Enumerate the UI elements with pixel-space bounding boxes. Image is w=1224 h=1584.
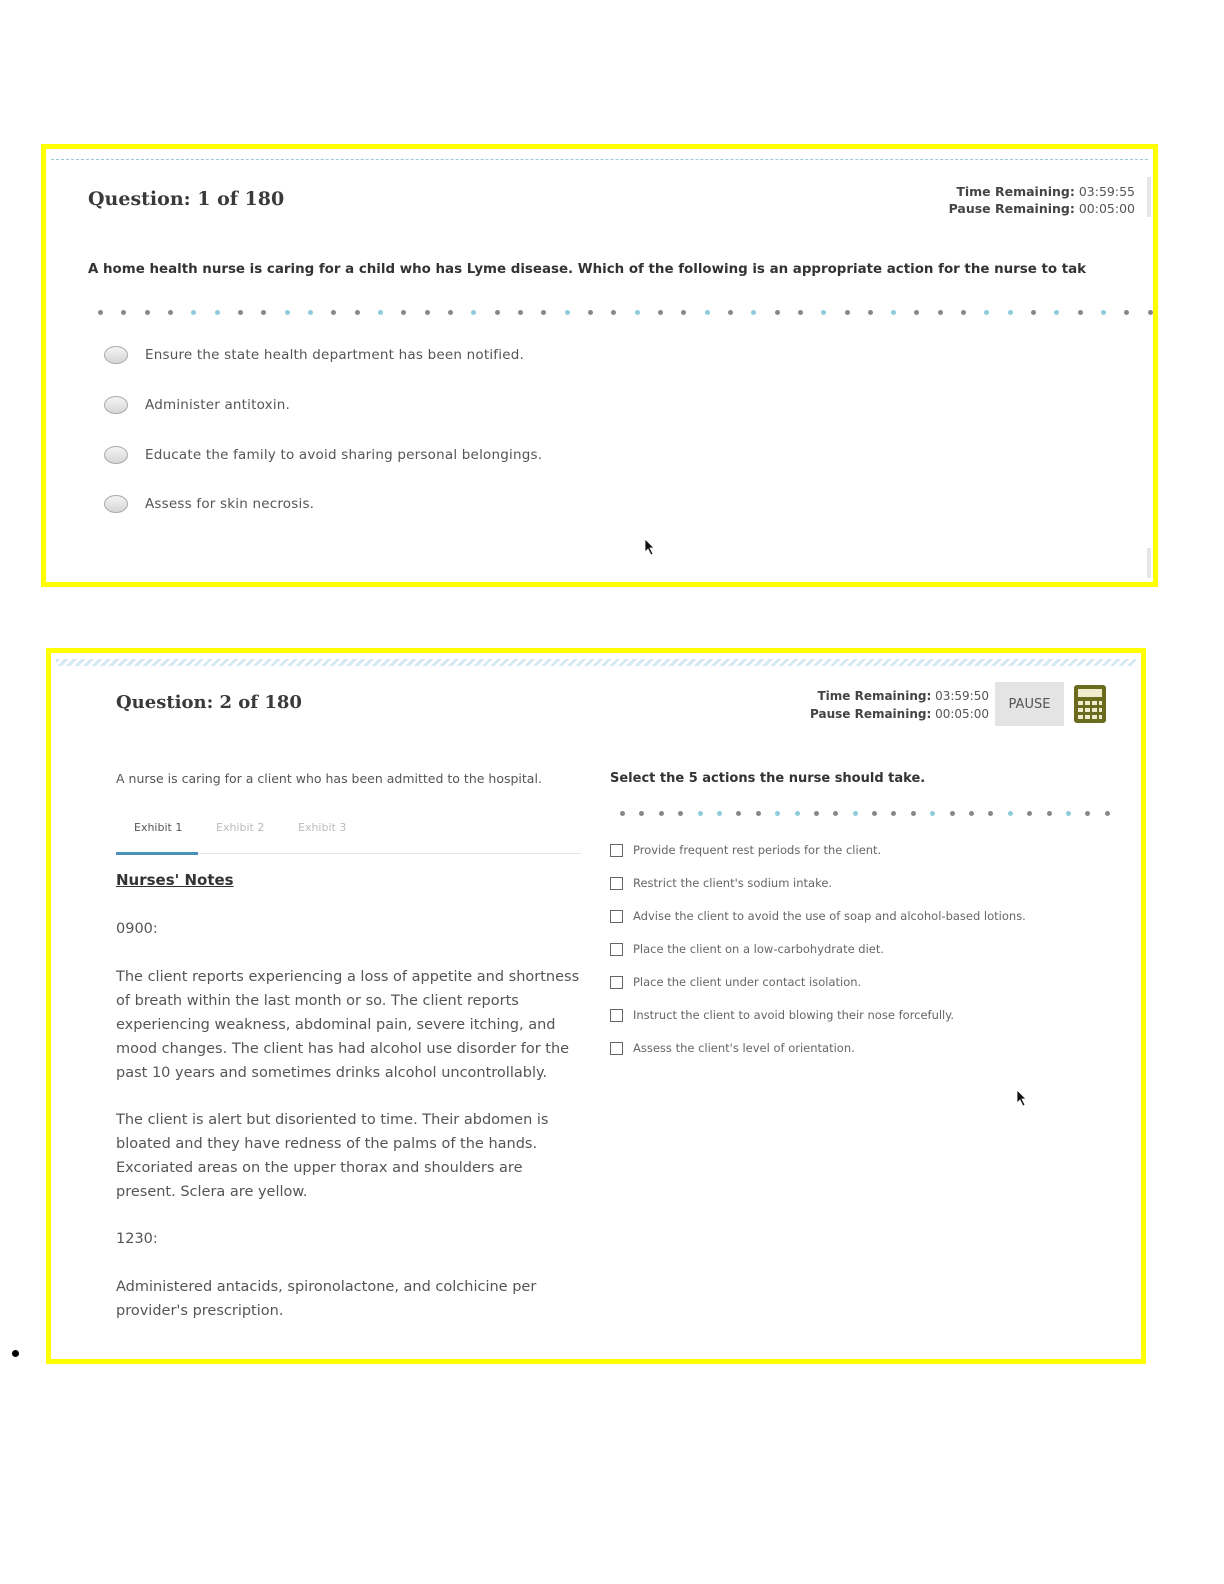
question-title: Question: 1 of 180 — [88, 188, 285, 210]
dotted-divider — [620, 810, 1110, 816]
divider-dot — [635, 310, 640, 315]
divider-dot — [751, 310, 756, 315]
answer-option-label: Administer antitoxin. — [145, 397, 291, 413]
time-remaining-value: 03:59:55 — [1078, 184, 1135, 199]
divider-dot — [1148, 310, 1153, 315]
divider-dot — [853, 811, 858, 816]
checkbox-option[interactable] — [610, 876, 832, 890]
checkbox[interactable] — [610, 976, 623, 989]
divider-dot — [728, 310, 733, 315]
checkbox-option-label: Place the client on a low-carbohydrate diet. — [633, 942, 885, 956]
divider-dot — [620, 811, 625, 816]
note-timestamp: 1230: — [116, 1231, 158, 1247]
checkbox-option-label: Provide frequent rest periods for the client. — [633, 843, 882, 857]
divider-dot — [659, 811, 664, 816]
checkbox-option-label: Assess the client's level of orientation. — [633, 1041, 855, 1055]
divider-dot — [308, 310, 313, 315]
divider-dot — [425, 310, 430, 315]
checkbox[interactable] — [610, 877, 623, 890]
checkbox-option[interactable] — [610, 942, 884, 956]
timer-display — [949, 183, 1135, 217]
divider-dot — [1054, 310, 1059, 315]
divider-dot — [698, 811, 703, 816]
divider-dot — [914, 310, 919, 315]
divider-dot — [191, 310, 196, 315]
divider-dot — [611, 310, 616, 315]
divider-dot — [121, 310, 126, 315]
divider-dot — [1124, 310, 1129, 315]
divider-dot — [145, 310, 150, 315]
radio-button[interactable] — [104, 495, 128, 513]
divider-dot — [1027, 811, 1032, 816]
checkbox[interactable] — [610, 1042, 623, 1055]
divider-dot — [495, 310, 500, 315]
divider-dot — [168, 310, 173, 315]
divider-dot — [1008, 310, 1013, 315]
question-instruction: Select the 5 actions the nurse should take. — [610, 771, 926, 786]
checkbox-option[interactable] — [610, 909, 1026, 923]
divider-dot — [588, 310, 593, 315]
pause-remaining-label: Pause Remaining: — [948, 201, 1075, 216]
scenario-text: A nurse is caring for a client who has been admitted to the hospital. — [116, 771, 542, 786]
divider-dot — [775, 310, 780, 315]
divider-dot — [950, 811, 955, 816]
checkbox[interactable] — [610, 910, 623, 923]
active-tab-indicator — [116, 852, 198, 855]
pause-remaining-value: 00:05:00 — [935, 707, 989, 721]
divider-dot — [238, 310, 243, 315]
checkbox-option[interactable] — [610, 975, 861, 989]
timer-display — [691, 687, 989, 723]
divider-dot — [891, 310, 896, 315]
panel-top-divider — [51, 159, 1148, 160]
divider-dot — [969, 811, 974, 816]
divider-dot — [930, 811, 935, 816]
checkbox[interactable] — [610, 1009, 623, 1022]
divider-dot — [756, 811, 761, 816]
divider-dot — [681, 310, 686, 315]
answer-option-label: Educate the family to avoid sharing personal belongings. — [145, 447, 543, 463]
divider-dot — [961, 310, 966, 315]
checkbox[interactable] — [610, 943, 623, 956]
divider-dot — [518, 310, 523, 315]
divider-dot — [565, 310, 570, 315]
time-remaining-value: 03:59:50 — [935, 689, 989, 703]
question-1-panel — [41, 144, 1158, 587]
checkbox-option-label: Instruct the client to avoid blowing their nose forcefully. — [633, 1008, 955, 1022]
dotted-divider — [98, 309, 1153, 315]
divider-dot — [658, 310, 663, 315]
divider-dot — [1085, 811, 1090, 816]
divider-dot — [705, 310, 710, 315]
time-remaining-label: Time Remaining: — [817, 689, 932, 703]
divider-dot — [1101, 310, 1106, 315]
divider-dot — [448, 310, 453, 315]
divider-dot — [717, 811, 722, 816]
divider-dot — [1008, 811, 1013, 816]
divider-dot — [471, 310, 476, 315]
divider-dot — [355, 310, 360, 315]
question-stem: A home health nurse is caring for a child who has Lyme disease. Which of the following is an appropriate action for the nurse to tak — [88, 262, 1087, 277]
checkbox[interactable] — [610, 844, 623, 857]
answer-option-label: Ensure the state health department has been notified. — [145, 347, 524, 363]
checkbox-option[interactable] — [610, 1041, 855, 1055]
divider-dot — [678, 811, 683, 816]
divider-dot — [868, 310, 873, 315]
answer-option[interactable] — [104, 446, 542, 464]
checkbox-option[interactable] — [610, 1008, 954, 1022]
divider-dot — [1066, 811, 1071, 816]
pause-button[interactable]: PAUSE — [995, 682, 1064, 726]
answer-option[interactable] — [104, 396, 290, 414]
exhibit-tabs — [116, 813, 581, 854]
panel-top-divider — [56, 659, 1136, 666]
divider-dot — [872, 811, 877, 816]
divider-dot — [401, 310, 406, 315]
divider-dot — [1031, 310, 1036, 315]
bullet-point — [12, 1350, 19, 1357]
question-title: Question: 2 of 180 — [116, 692, 302, 713]
note-paragraph: The client is alert but disoriented to time. Their abdomen is bloated and they have redness of the palms of the hands. Excoriated areas on the upper thorax and shoulders are present. Sclera are yellow. — [116, 1112, 549, 1200]
checkbox-option-label: Advise the client to avoid the use of soap and alcohol-based lotions. — [633, 909, 1026, 923]
tab-exhibit-2[interactable]: Exhibit 2 — [216, 821, 265, 834]
calculator-icon[interactable] — [1073, 684, 1107, 724]
divider-dot — [215, 310, 220, 315]
divider-dot — [261, 310, 266, 315]
checkbox-option-label: Place the client under contact isolation. — [633, 975, 862, 989]
answer-option[interactable] — [104, 495, 314, 513]
divider-dot — [1047, 811, 1052, 816]
radio-button[interactable] — [104, 446, 128, 464]
tab-exhibit-3[interactable]: Exhibit 3 — [298, 821, 347, 834]
answer-option[interactable] — [104, 346, 524, 364]
note-timestamp: 0900: — [116, 921, 158, 937]
tab-exhibit-1[interactable]: Exhibit 1 — [134, 821, 183, 834]
divider-dot — [988, 811, 993, 816]
question-2-panel — [46, 648, 1146, 1364]
divider-dot — [331, 310, 336, 315]
divider-dot — [938, 310, 943, 315]
answer-option-label: Assess for skin necrosis. — [145, 496, 315, 512]
divider-dot — [911, 811, 916, 816]
time-remaining-label: Time Remaining: — [956, 184, 1075, 199]
divider-dot — [984, 310, 989, 315]
divider-dot — [891, 811, 896, 816]
nurses-notes-heading: Nurses' Notes — [116, 871, 234, 889]
divider-dot — [1105, 811, 1110, 816]
pause-remaining-label: Pause Remaining: — [810, 707, 932, 721]
checkbox-option-label: Restrict the client's sodium intake. — [633, 876, 833, 890]
divider-dot — [639, 811, 644, 816]
divider-dot — [795, 811, 800, 816]
divider-dot — [378, 310, 383, 315]
divider-dot — [285, 310, 290, 315]
pause-remaining-value: 00:05:00 — [1078, 201, 1135, 216]
divider-dot — [833, 811, 838, 816]
divider-dot — [98, 310, 103, 315]
radio-button[interactable] — [104, 396, 128, 414]
radio-button[interactable] — [104, 346, 128, 364]
divider-dot — [821, 310, 826, 315]
divider-dot — [775, 811, 780, 816]
divider-dot — [736, 811, 741, 816]
divider-dot — [1078, 310, 1083, 315]
note-paragraph: The client reports experiencing a loss of appetite and shortness of breath within the last month or so. The client reports experiencing weakness, abdominal pain, severe itching, and mood changes. The client has had alcohol use disorder for the past 10 years and sometimes drinks alcohol uncontrollably. — [116, 969, 580, 1081]
checkbox-option[interactable] — [610, 843, 881, 857]
divider-dot — [845, 310, 850, 315]
divider-dot — [814, 811, 819, 816]
note-paragraph: Administered antacids, spironolactone, and colchicine per provider's prescription. — [116, 1279, 537, 1319]
divider-dot — [541, 310, 546, 315]
scrollbar[interactable] — [1147, 177, 1151, 217]
scrollbar[interactable] — [1147, 548, 1151, 578]
divider-dot — [798, 310, 803, 315]
